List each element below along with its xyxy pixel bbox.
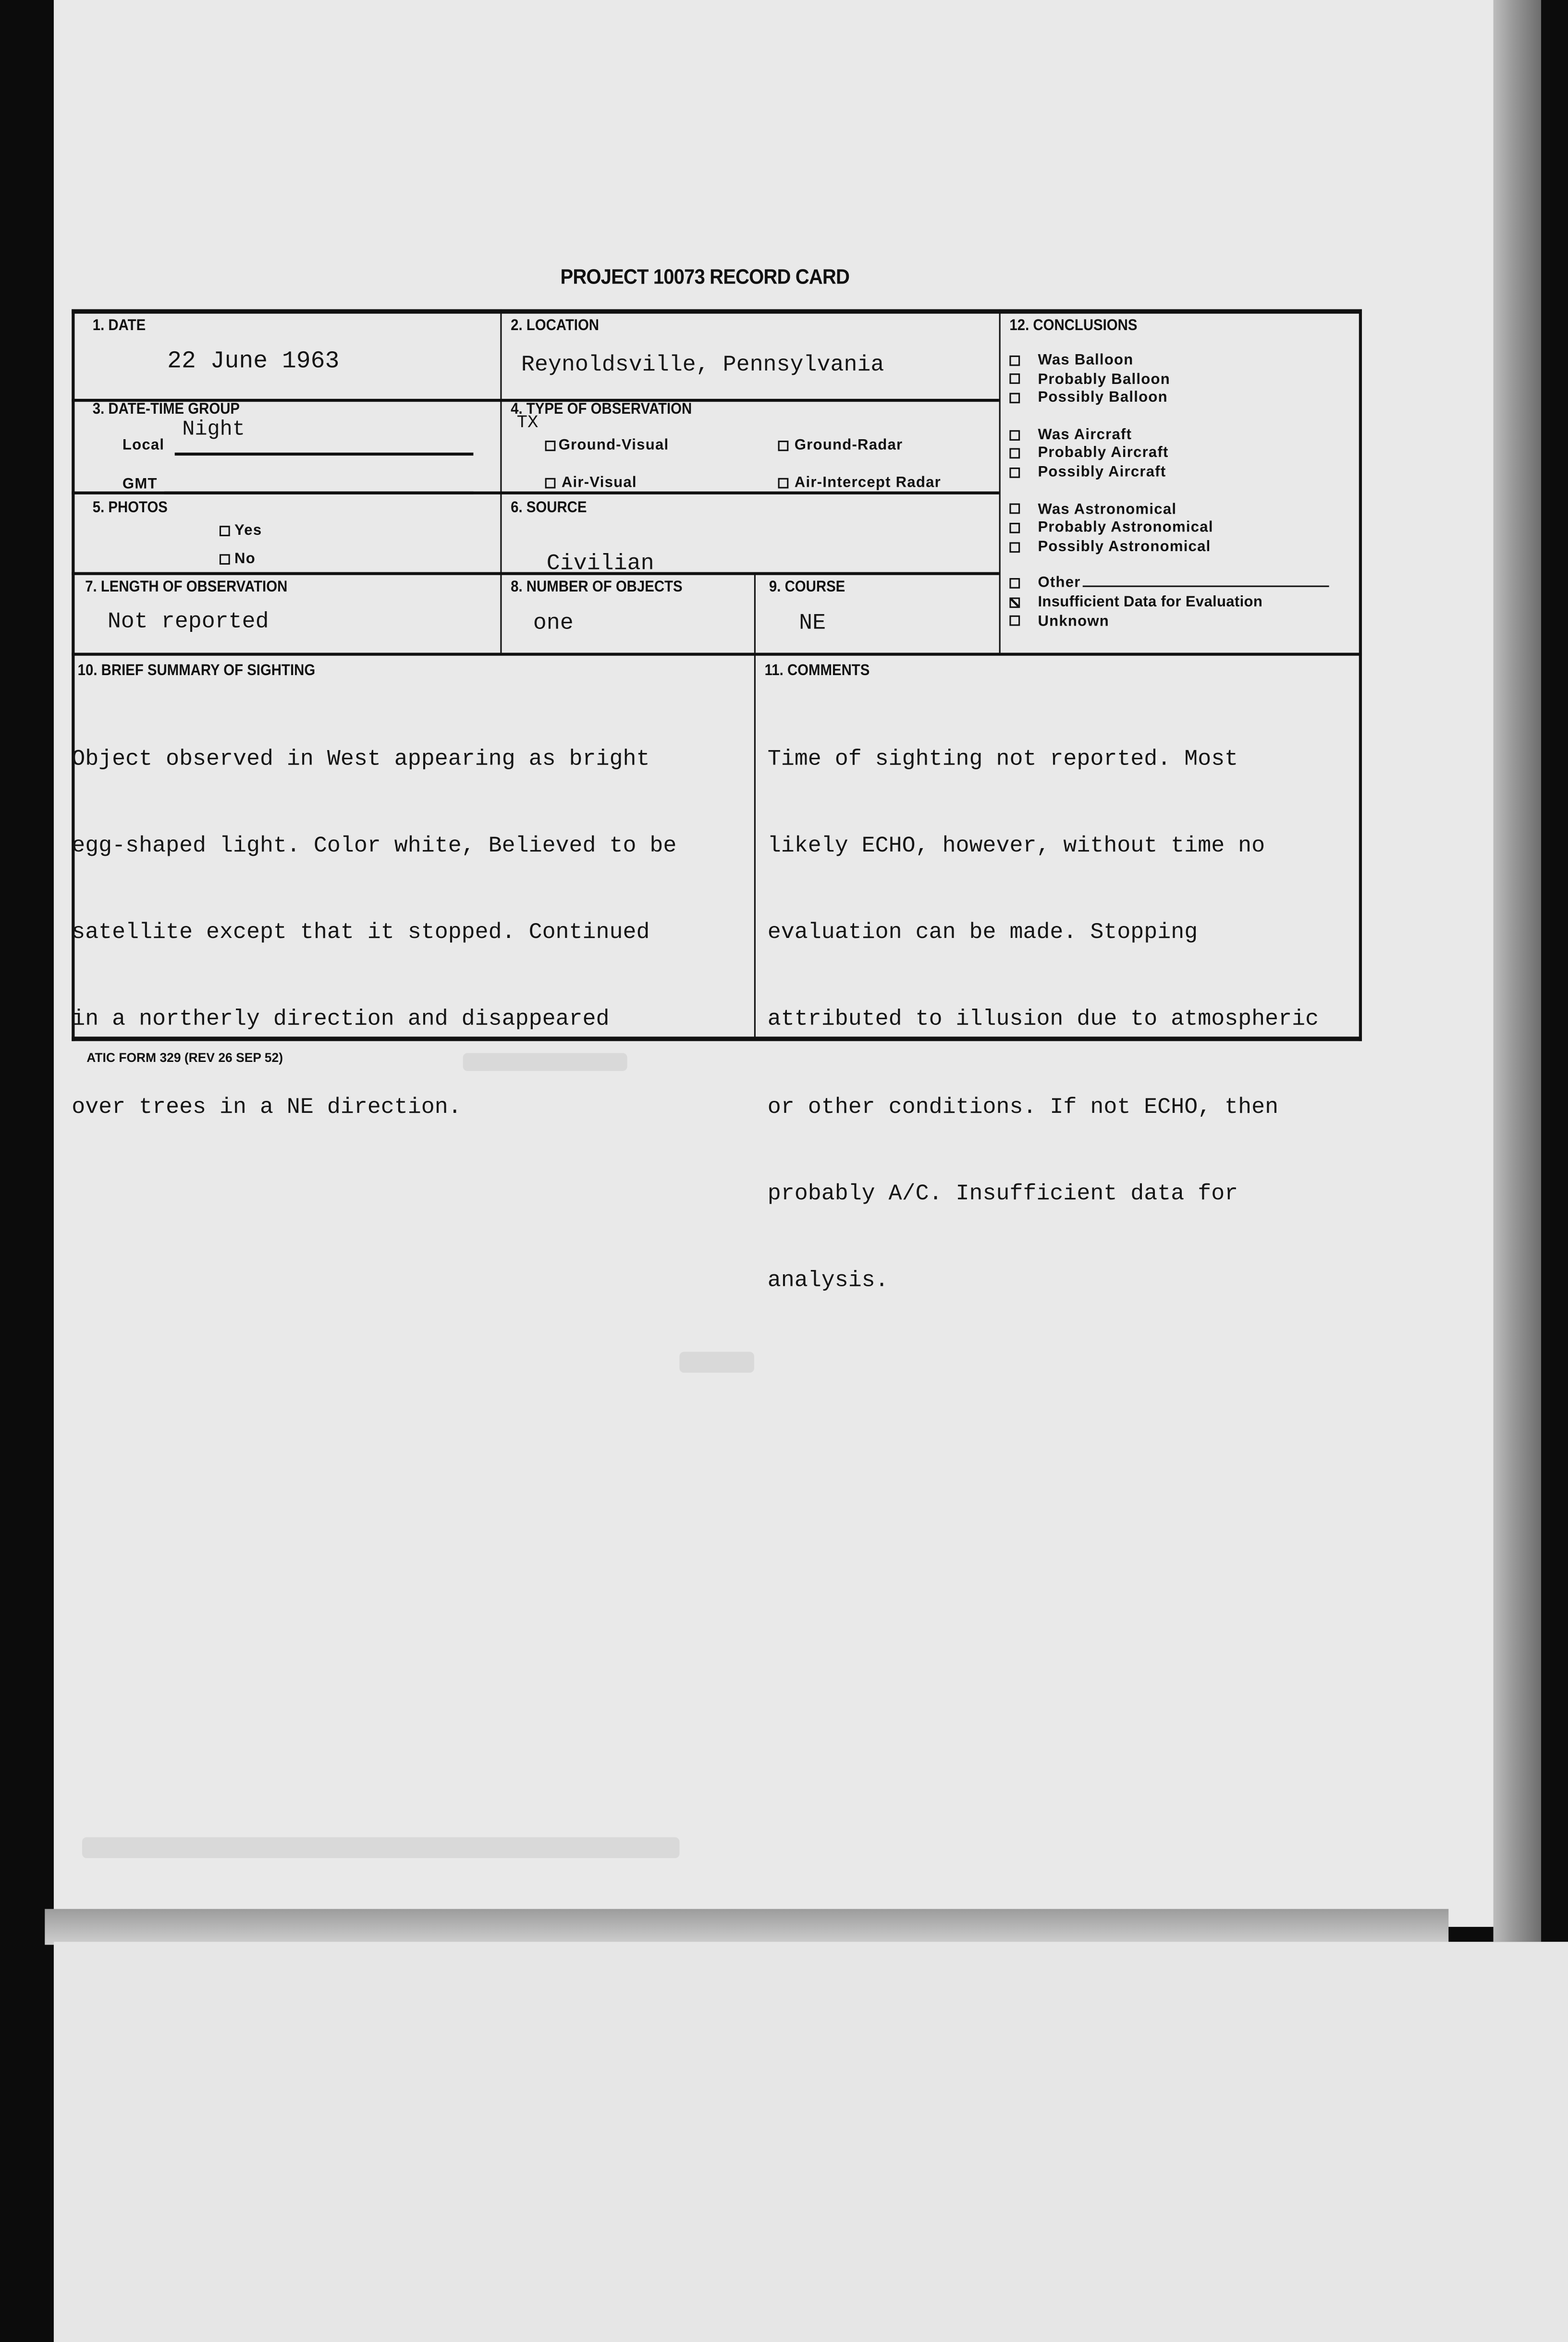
comments-text [768,687,1319,1354]
conclusion-other[interactable] [1009,576,1328,594]
location-label: 2. LOCATION [511,317,600,335]
summary-line: in a northerly direction and disappeared [72,1007,610,1033]
checkbox-icon[interactable] [545,478,556,488]
column-divider [754,654,756,1038]
option-ground-radar[interactable] [778,438,903,454]
option-ground-visual[interactable] [545,438,669,454]
length-label: 7. LENGTH OF OBSERVATION [85,578,288,596]
conclusion-was-astronomical[interactable] [1009,501,1328,520]
date-time-group-label: 3. DATE-TIME GROUP [92,400,240,419]
checkbox-checked-icon[interactable] [545,441,556,451]
comments-line: attributed to illusion due to atmospheric [767,1007,1319,1033]
option-label: Possibly Balloon [1038,390,1168,407]
row-divider [72,653,1362,655]
gmt-label: GMT [122,476,158,493]
conclusion-possibly-astronomical[interactable] [1009,539,1328,557]
photos-label: 5. PHOTOS [92,499,168,517]
option-label: Other [1038,575,1081,592]
conclusion-unknown[interactable] [1009,613,1328,632]
scan-shadow-band [45,1909,1448,1945]
comments-label: 11. COMMENTS [764,662,870,680]
option-photos-yes[interactable] [220,523,262,539]
course-value: NE [799,611,826,637]
summary-line: satellite except that it stopped. Continued [72,920,650,946]
checkbox-icon[interactable] [1009,542,1020,552]
option-label: Air-Intercept Radar [794,475,941,492]
summary-label: 10. BRIEF SUMMARY OF SIGHTING [77,662,316,680]
comments-line: likely ECHO, however, without time no [767,833,1265,859]
checkbox-icon[interactable] [1009,579,1020,589]
checkbox-icon[interactable] [1009,523,1020,533]
type-annotation: TX [516,412,539,433]
option-label: No [234,551,256,568]
summary-line: Object observed in West appearing as bright [72,746,650,772]
row-divider [72,572,999,575]
checkbox-icon[interactable] [1009,467,1020,478]
option-label: Air-Visual [561,475,637,492]
local-underline [175,453,474,455]
checkbox-icon[interactable] [1009,355,1020,366]
comments-line: analysis. [767,1268,889,1294]
checkbox-icon[interactable] [220,526,230,536]
checkbox-checked-icon[interactable] [220,554,230,565]
option-label: Yes [234,522,262,540]
source-label: 6. SOURCE [511,499,587,517]
option-air-visual[interactable] [545,475,637,492]
conclusion-was-balloon[interactable] [1009,353,1328,371]
column-divider [500,309,502,653]
option-label: Was Astronomical [1038,501,1177,518]
option-label: Was Balloon [1038,352,1134,369]
checkbox-icon[interactable] [1009,448,1020,459]
option-air-intercept-radar[interactable] [778,475,941,492]
number-of-objects-value: one [533,611,574,637]
option-label: Unknown [1038,613,1110,630]
option-label: Ground-Visual [558,437,669,455]
option-label: Ground-Radar [794,437,903,455]
date-label: 1. DATE [92,317,146,335]
checkbox-icon[interactable] [778,478,789,488]
course-label: 9. COURSE [769,578,845,596]
summary-text [72,687,676,1180]
table-border-right [1359,309,1362,1041]
other-underline [1082,586,1329,588]
option-label: Was Aircraft [1038,427,1132,444]
comments-line: probably A/C. Insufficient data for [767,1181,1238,1207]
comments-line: or other conditions. If not ECHO, then [767,1094,1279,1120]
bleed-through-smudge [82,1837,679,1859]
bleed-through-smudge [679,1352,754,1373]
option-label: Insufficient Data for Evaluation [1038,594,1263,611]
checkbox-icon[interactable] [1009,616,1020,627]
date-value: 22 June 1963 [167,348,340,375]
paper-edge [1494,0,1541,1942]
checkbox-icon[interactable] [778,441,789,451]
type-of-observation-label: 4. TYPE OF OBSERVATION [511,400,692,419]
option-label: Possibly Astronomical [1038,539,1211,555]
gmt-underline [164,492,473,494]
checkbox-checked-icon[interactable] [1009,597,1020,608]
comments-line: Time of sighting not reported. Most [767,746,1238,772]
summary-line: egg-shaped light. Color white, Believed to be [72,833,677,859]
option-label: Probably Aircraft [1038,445,1169,462]
column-divider [999,309,1001,653]
option-label: Probably Astronomical [1038,520,1213,537]
local-label: Local [122,437,165,455]
length-value: Not reported [107,609,269,635]
conclusion-insufficient-data[interactable] [1009,594,1328,613]
conclusion-probably-balloon[interactable] [1009,371,1328,390]
conclusion-probably-astronomical[interactable] [1009,520,1328,539]
summary-line: over trees in a NE direction. [72,1094,462,1120]
lower-backing-sheet [54,1942,1568,2342]
checkbox-icon[interactable] [1009,430,1020,440]
conclusion-possibly-aircraft[interactable] [1009,465,1328,483]
option-label: Probably Balloon [1038,371,1171,388]
location-value: Reynoldsville, Pennsylvania [521,352,884,378]
checkbox-icon[interactable] [1009,393,1020,404]
comments-line: evaluation can be made. Stopping [767,920,1198,946]
option-label: Possibly Aircraft [1038,464,1166,481]
checkbox-icon[interactable] [1009,504,1020,515]
form-number: ATIC FORM 329 (REV 26 SEP 52) [86,1050,283,1065]
number-of-objects-label: 8. NUMBER OF OBJECTS [511,578,683,596]
conclusion-was-aircraft[interactable] [1009,427,1328,445]
source-value: Civilian [546,551,654,577]
card-title: PROJECT 10073 RECORD CARD [560,264,850,288]
conclusions-list [1009,353,1328,632]
conclusions-label: 12. CONCLUSIONS [1009,317,1138,335]
checkbox-icon[interactable] [1009,374,1020,385]
conclusion-probably-aircraft[interactable] [1009,446,1328,465]
conclusion-possibly-balloon[interactable] [1009,390,1328,409]
table-border-top [72,309,1362,313]
local-time-value: Night [182,418,245,443]
option-photos-no[interactable] [220,551,256,567]
column-divider [754,574,756,653]
